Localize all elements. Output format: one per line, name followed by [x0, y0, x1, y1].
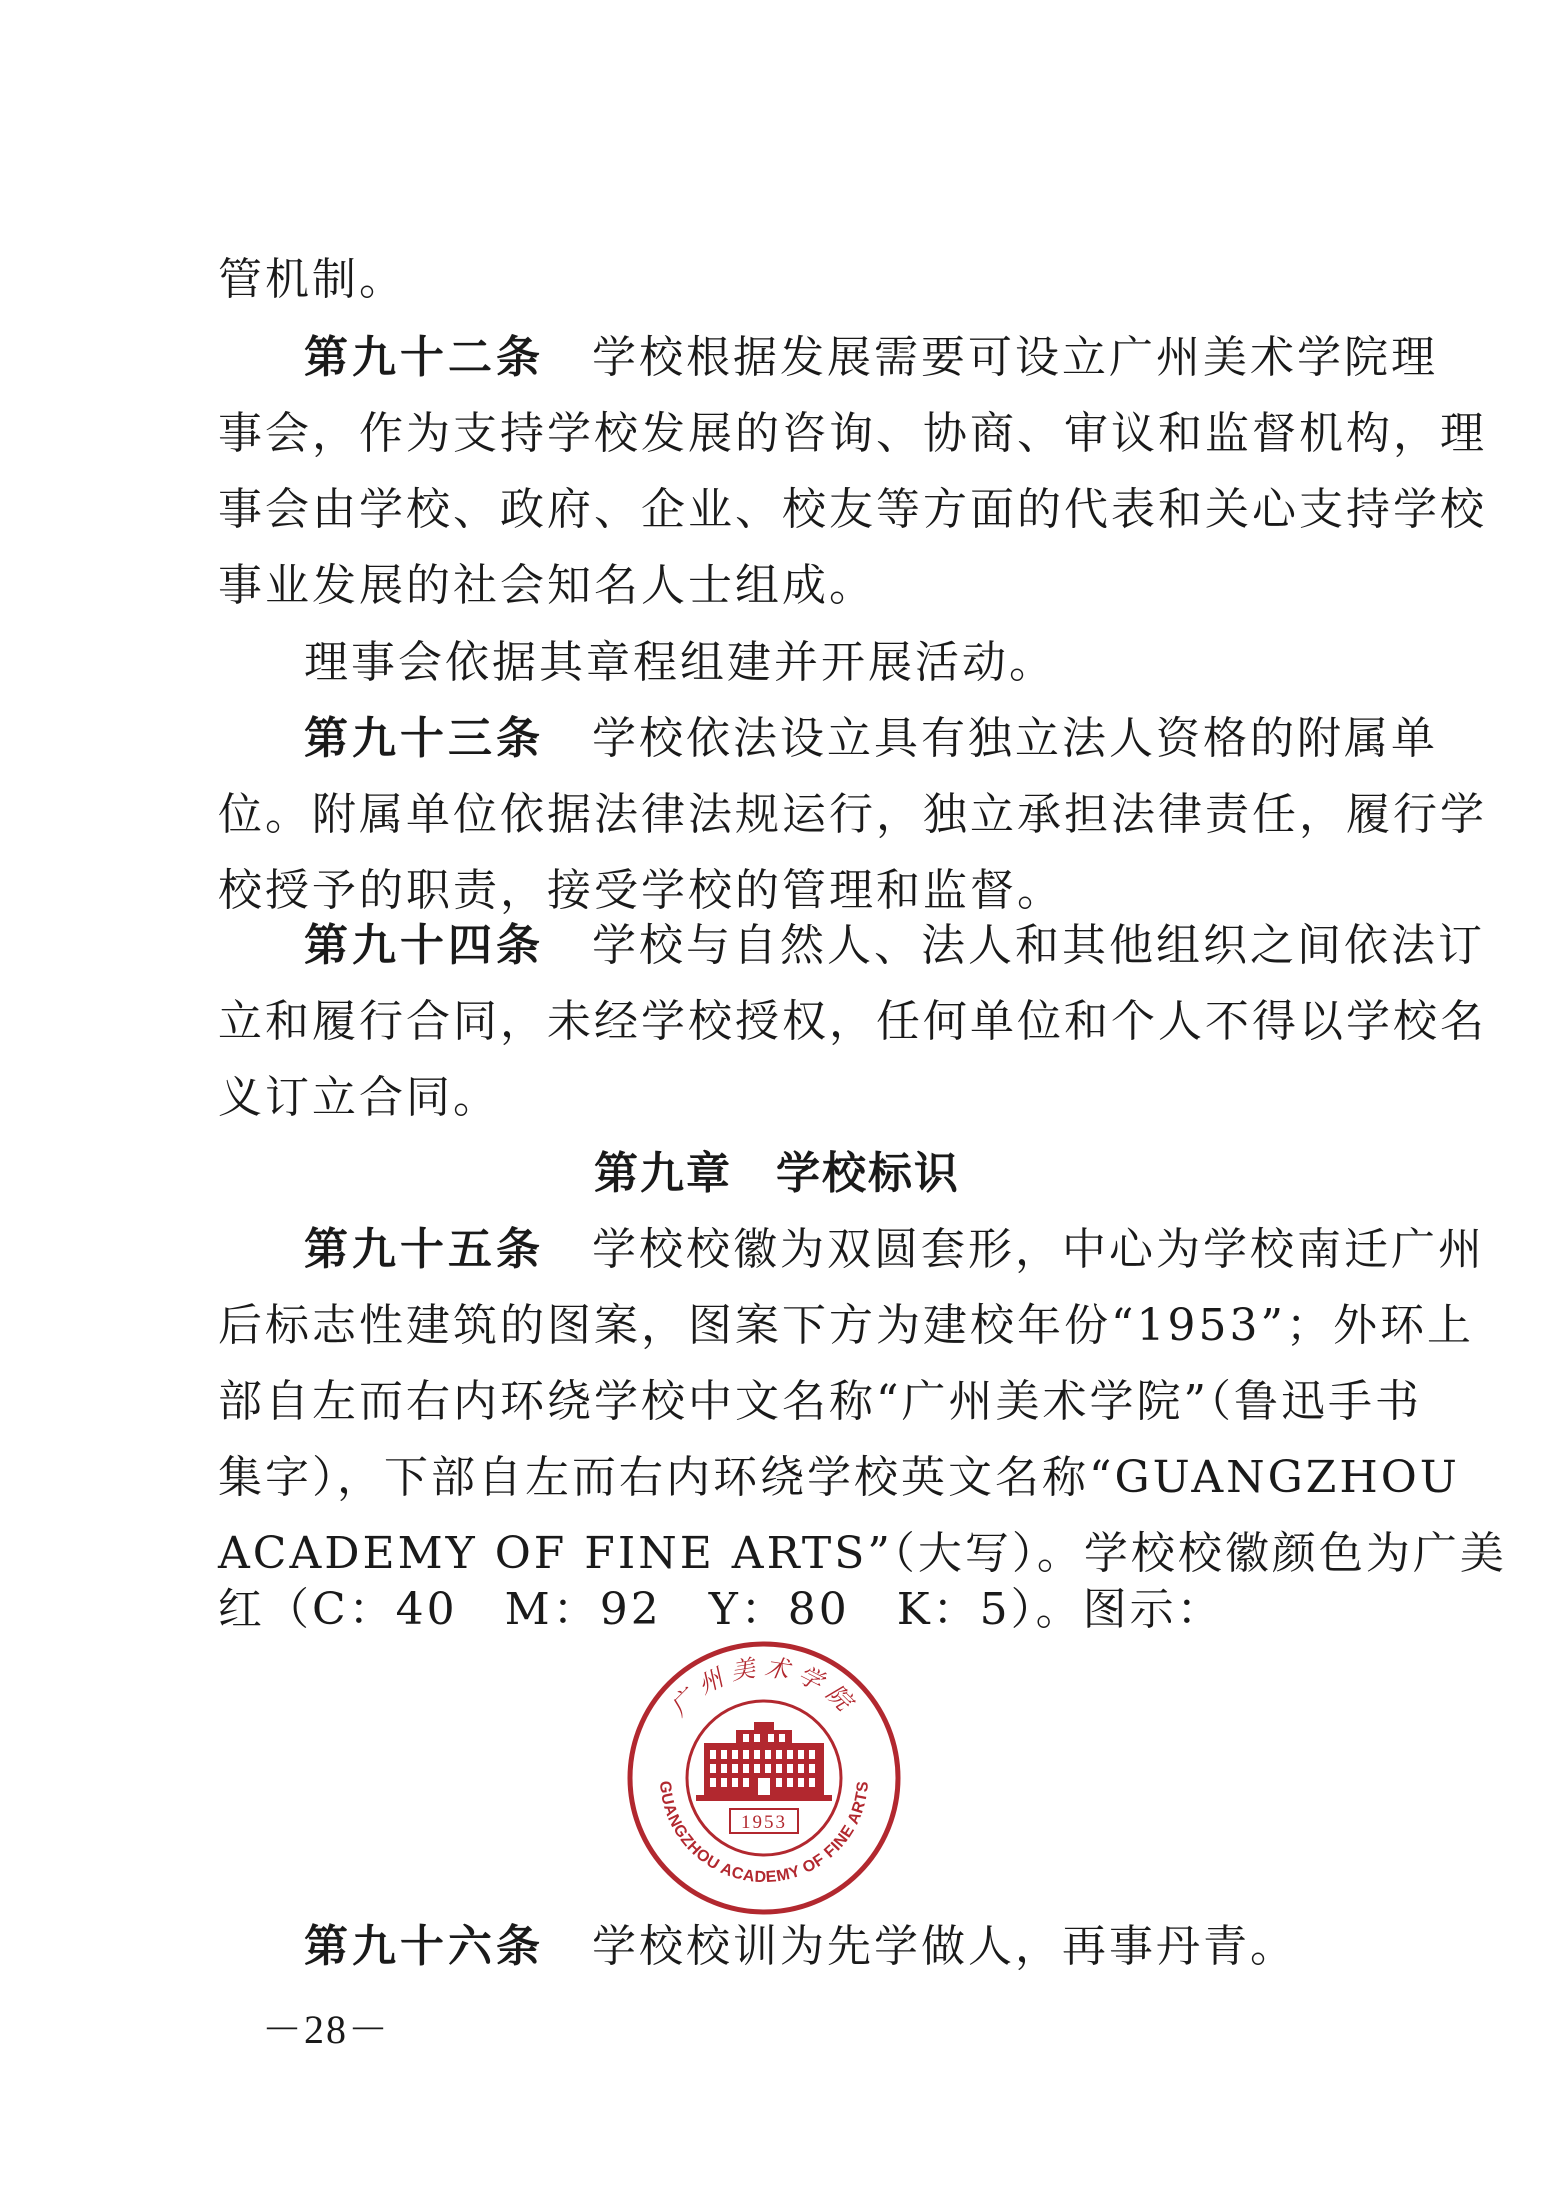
paragraph-line: 理事会依据其章程组建并开展活动。 [304, 637, 1056, 688]
paragraph-line: 后标志性建筑的图案，图案下方为建校年份“1953”；外环上 [218, 1300, 1474, 1351]
paragraph-line: 义订立合同。 [218, 1072, 500, 1123]
article-92-label: 第九十二条 [304, 332, 544, 383]
paragraph-line: 立和履行合同，未经学校授权，任何单位和个人不得以学校名 [218, 996, 1487, 1047]
article-92-line: 第九十二条 学校根据发展需要可设立广州美术学院理 [304, 332, 1438, 383]
article-96-line: 第九十六条 学校校训为先学做人，再事丹青。 [304, 1921, 1297, 1972]
page-number: －28－ [262, 2007, 390, 2052]
school-emblem [626, 1640, 902, 1916]
emblem-chinese-name: 广州美术学院 [664, 1653, 864, 1722]
paragraph-line: 管机制。 [218, 254, 406, 305]
paragraph-line: ACADEMY OF FINE ARTS”（大写）。学校校徽颜色为广美 [218, 1528, 1507, 1579]
article-96-label: 第九十六条 [304, 1921, 544, 1972]
paragraph-line: 事业发展的社会知名人士组成。 [218, 560, 876, 611]
emblem-english-name: GUANGZHOU ACADEMY OF FINE ARTS [655, 1780, 873, 1887]
paragraph-line: 集字），下部自左而右内环绕学校英文名称“GUANGZHOU [218, 1452, 1460, 1503]
article-95-line: 第九十五条 学校校徽为双圆套形，中心为学校南迁广州 [304, 1224, 1485, 1275]
article-93-label: 第九十三条 [304, 713, 544, 764]
article-94-line: 第九十四条 学校与自然人、法人和其他组织之间依法订 [304, 920, 1485, 971]
chapter-heading: 第九章 学校标识 [594, 1148, 960, 1199]
article-95-label: 第九十五条 [304, 1224, 544, 1275]
paragraph-line: 校授予的职责，接受学校的管理和监督。 [218, 865, 1064, 916]
article-93-line: 第九十三条 学校依法设立具有独立法人资格的附属单 [304, 713, 1438, 764]
paragraph-line: 事会，作为支持学校发展的咨询、协商、审议和监督机构，理 [218, 408, 1487, 459]
paragraph-line: 红（C：40 M：92 Y：80 K：5）。图示： [218, 1584, 1224, 1635]
paragraph-line: 部自左而右内环绕学校中文名称“广州美术学院”（鲁迅手书 [218, 1376, 1422, 1427]
paragraph-line: 事会由学校、政府、企业、校友等方面的代表和关心支持学校 [218, 484, 1487, 535]
building-icon [696, 1722, 832, 1801]
paragraph-line: 位。附属单位依据法律法规运行，独立承担法律责任，履行学 [218, 789, 1487, 840]
article-94-label: 第九十四条 [304, 920, 544, 971]
emblem-year: 1953 [741, 1812, 787, 1833]
